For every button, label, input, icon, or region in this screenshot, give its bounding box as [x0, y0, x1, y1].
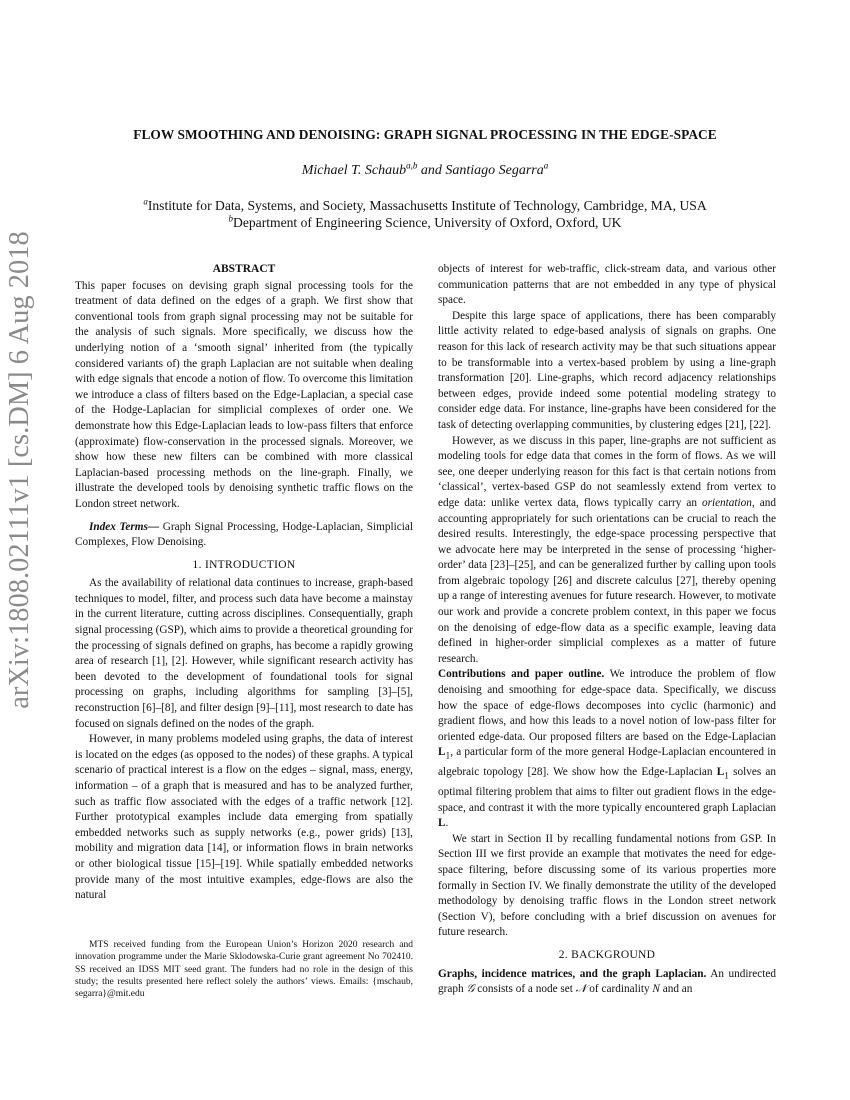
arxiv-identifier-stamp	[2, 231, 38, 709]
introduction-heading: 1. INTRODUCTION	[192, 558, 296, 571]
index-terms-label: Index Terms—	[89, 520, 160, 533]
edge-laplacian-subscript: 1	[445, 751, 451, 762]
affiliation-a	[60, 197, 790, 214]
intro-paragraph-6: We start in Section II by recalling fundamental notions from GSP. In Section III we first provide an example that motivates the need for edge-space filtering, before discussing some of its various properties more formally in Section IV. We finally demonstrate the utility of the developed methodology by denoising traffic flows in the London street network (Section V), before concluding with a brief discussion on avenues for future research.	[438, 832, 776, 939]
contributions-paragraph	[438, 667, 776, 831]
footnote-text: MTS received funding from the European Union’s Horizon 2020 research and innovation programme under the Marie Sklodowska-Curie grant agreement No 702410. SS received an IDSS MIT seed grant. The funders had no role in the design of this study; the results presented here reflect solely the authors’ views. Emails: {mschaub, segarra}@mit.edu	[75, 940, 413, 1000]
affiliation-b-mark: b	[228, 213, 234, 224]
affiliation-a-mark: a	[143, 196, 148, 207]
funding-footnote	[75, 939, 413, 1000]
contrib-part-a: We introduce the problem of flow denoising and smoothing for edge-space data. Specifically, we discuss how the space of edge-flows decomposes into cyclic (harmonic) and gradient flows, and how this leads to a novel notion of low-pass filter for oriented edge-data. Our proposed filters are based on the Edge-Laplacian	[438, 668, 776, 743]
intro-paragraph-3: Despite this large space of applications, there has been comparably little activity related to edge-based analysis of signals on graphs. One reason for this lack of research activity may be that such situations appear to be transformable into a vertex-based problem by using a line-graph transformation [20]. Line-graphs, which record adjacency relationships between edges, provide indeed some potential modeling strategy to consider edge data. For instance, line-graphs have been considered for the task of detecting overlapping communities, by clustering edges [21], [22].	[438, 309, 776, 431]
cardinality-symbol: N	[652, 983, 660, 996]
background-paragraph-1	[438, 967, 776, 998]
index-terms-text: Graph Signal Processing, Hodge-Laplacian, Simplicial Complexes, Flow Denoising.	[75, 520, 414, 549]
author-2: Santiago Segarra	[445, 163, 544, 178]
index-terms	[75, 520, 413, 551]
bg-text-c: of cardinality	[586, 983, 653, 996]
abstract-heading: ABSTRACT	[212, 263, 276, 275]
author-2-affil-mark: a	[543, 160, 549, 171]
p4-part-a: However, as we discuss in this paper, line-graphs are not sufficient as modeling tools for edge data that comes in the form of flows. As we will see, one deeper underlying reason for this fact is that certain notions from ‘classical’, vertex-based GSP do not seamlessly extend from vertex to edge data: unlike vertex data, flows typically carry an	[438, 434, 776, 509]
left-column	[75, 262, 413, 904]
affiliation-a-text: Institute for Data, Systems, and Society, Massachusetts Institute of Technology, Cambridge, MA, USA	[147, 198, 707, 213]
affiliations	[60, 197, 790, 231]
paper-title: FLOW SMOOTHING AND DENOISING: GRAPH SIGNAL PROCESSING IN THE EDGE-SPACE	[133, 127, 717, 142]
edge-laplacian-symbol: L	[438, 746, 446, 759]
author-line	[60, 160, 790, 179]
author-1: Michael T. Schaub	[301, 163, 407, 178]
affiliation-b	[60, 214, 790, 231]
author-1-affil-mark: a,b	[406, 160, 418, 171]
bg-text-b: consists of a node set	[474, 983, 576, 996]
abstract-text: This paper focuses on devising graph signal processing tools for the treatment of data defined on the edges of a graph. We first show that conventional tools from graph signal processing may not be suitable for the analysis of such signals. More specifically, we discuss how the underlying notion of a ‘smooth signal’ inherited from (the typically considered variants of) the graph Laplacian are not suitable when dealing with edge signals that encode a notion of flow. To overcome this limitation we introduce a class of filters based on the Edge-Laplacian, a special case of the Hodge-Laplacian for simplicial complexes of order one. We demonstrate how this Edge-Laplacian leads to low-pass filters that enforce (approximate) flow-conservation in the processed signals. Moreover, we show how these new filters can be combined with more classical Laplacian-based processing methods on the line-graph. Finally, we illustrate the developed tools by denoising synthetic traffic flows on the London street network.	[75, 279, 413, 510]
bg-text-d: and an	[659, 983, 693, 996]
p4-part-b: , and accounting appropriately for such orientations can be crucial to reach the desired results. Interestingly, the edge-space processing perspective that we advocate here may be interpreted in the sense of processing ‘higher-order’ data [23]–[25], and can be generalized further by calling upon tools from algebraic topology [26] and discrete calculus [27], thereby opening up a range of interesting avenues for future research. However, to motivate our work and provide a concrete problem context, in this paper we focus on the denoising of edge-flow data as a specific example, leaving data defined in higher-order simplicial complexes as a matter of future research.	[438, 496, 776, 665]
intro-paragraph-2-continued: objects of interest for web-traffic, click-stream data, and various other communication patterns that are not embedded in any type of physical space.	[438, 263, 776, 307]
affiliation-b-text: Department of Engineering Science, University of Oxford, Oxford, UK	[233, 215, 622, 230]
graph-symbol: 𝒢	[466, 983, 475, 996]
intro-paragraph-1: As the availability of relational data continues to increase, graph-based techniques to model, filter, and process such data have become a mainstay in the current literature, cutting across disciplines. Consequentially, graph signal processing (GSP), which aims to provide a theoretical grounding for the processing of signals defined on graphs, has become a rapidly growing area of research [1], [2]. However, while significant research activity has been devoted to the development of foundational tools for signal processing on graphs, including algorithms for sampling [3]–[5], reconstruction [6]–[8], and filter design [9]–[11], most research to date has focused on signals defined on the nodes of the graph.	[75, 577, 413, 730]
bg-text-a: An undirected graph	[438, 967, 776, 996]
graph-laplacian-symbol: L	[438, 817, 446, 830]
right-column	[438, 262, 776, 998]
edge-laplacian-subscript-2: 1	[724, 771, 729, 782]
intro-paragraph-2: However, in many problems modeled using graphs, the data of interest is located on the edges (as opposed to the nodes) of these graphs. A typical scenario of practical interest is a flow on the edges – signal, mass, energy, information – of a graph that is measured and has to be analyzed further, such as traffic flow associated with the edges of a traffic network [12]. Further prototypical examples include data emerging from spatially embedded networks such as supply networks (e.g., power grids) [13], mobility and migration data [14], or information flows in brain networks or other biological tissue [15]–[19]. While spatially embedded networks provide many of the most intuitive examples, edge-flows are also the natural	[75, 733, 413, 902]
contrib-part-b: , a particular form of the more general Hodge-Laplacian encountered in algebraic topology [28]. We show how the Edge-Laplacian	[438, 746, 776, 779]
node-set-symbol: 𝒩	[575, 983, 587, 996]
intro-paragraph-4	[438, 434, 776, 668]
edge-laplacian-symbol-2: L	[716, 766, 725, 779]
contrib-part-c: solves an optimal filtering problem that aims to filter out gradient flows in the edge-space, and contrast it with the more typically encountered graph Laplacian	[438, 766, 776, 814]
background-heading: 2. BACKGROUND	[558, 949, 656, 962]
contrib-part-d: .	[445, 817, 449, 830]
background-runin-heading: Graphs, incidence matrices, and the graph Laplacian.	[438, 967, 707, 980]
author-conjunction: and	[417, 163, 446, 178]
arxiv-id-text: arXiv:1808.02111v1 [cs.DM] 6 Aug 2018	[4, 231, 36, 709]
contributions-label: Contributions and paper outline.	[438, 668, 605, 681]
p4-emphasis: orientation	[701, 496, 752, 509]
